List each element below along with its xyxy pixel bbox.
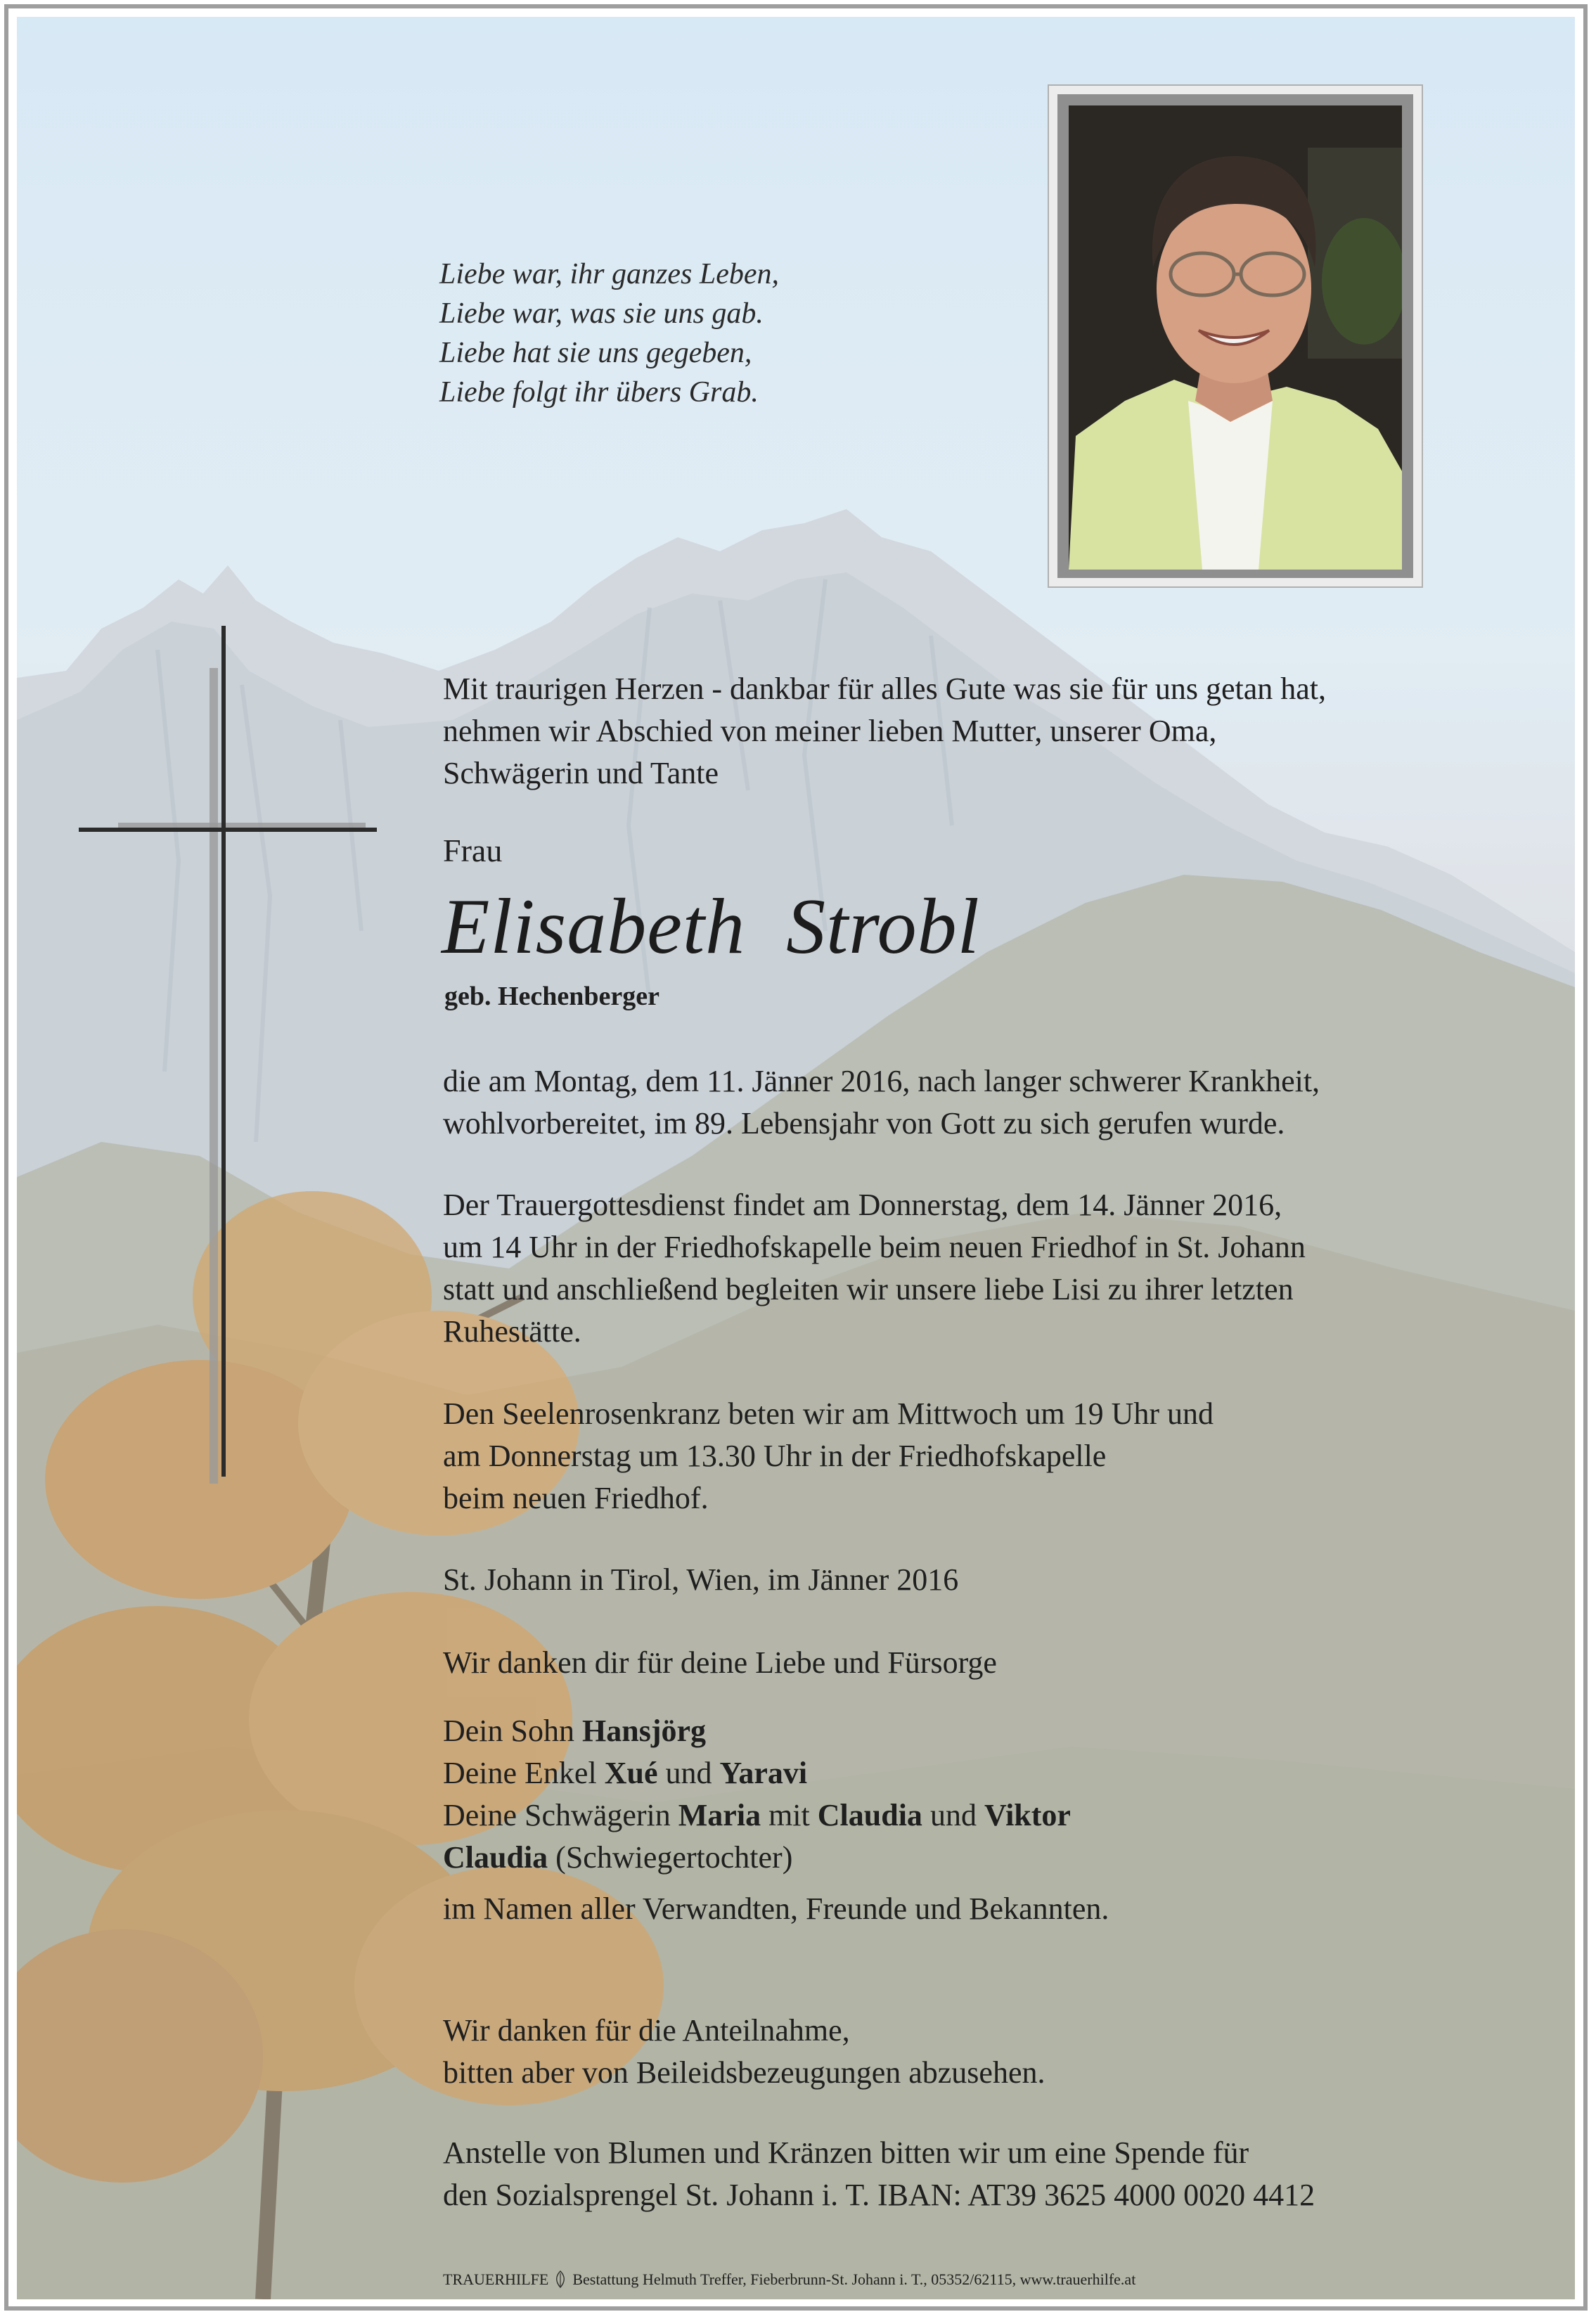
closing-line: im Namen aller Verwandten, Freunde und Bekannten.: [443, 1891, 1109, 1926]
mourner-name: Claudia: [817, 1798, 922, 1832]
death-paragraph: [443, 1060, 1320, 1145]
funeral-line: Der Trauergottesdienst findet am Donnerstag, dem 14. Jänner 2016,: [443, 1188, 1282, 1222]
funeral-line: um 14 Uhr in der Friedhofskapelle beim neuen Friedhof in St. Johann: [443, 1230, 1306, 1264]
mourner-sister-in-law: [443, 1794, 1071, 1837]
condolence-paragraph: [443, 2010, 1045, 2094]
mourner-son: [443, 1710, 1071, 1752]
mourner-conjunction: mit: [761, 1798, 818, 1832]
condolence-line: bitten aber von Beileidsbezeugungen abzusehen.: [443, 2055, 1045, 2090]
funeral-paragraph: [443, 1184, 1306, 1353]
mourner-name: Claudia: [443, 1840, 548, 1875]
donation-line: den Sozialsprengel St. Johann i. T. IBAN: AT39 3625 4000 0020 4412: [443, 2178, 1315, 2212]
death-line: wohlvorbereitet, im 89. Lebensjahr von Gott zu sich gerufen wurde.: [443, 1106, 1285, 1141]
mourner-label: Dein Sohn: [443, 1714, 582, 1748]
maiden-name: geb. Hechenberger: [444, 982, 660, 1011]
intro-line: Schwägerin und Tante: [443, 756, 719, 790]
mourner-name: Viktor: [984, 1798, 1071, 1832]
leaf-icon: [554, 2270, 567, 2289]
condolence-line: Wir danken für die Anteilnahme,: [443, 2013, 850, 2048]
mourner-name: Yaravi: [719, 1756, 808, 1790]
poem-line: Liebe war, ihr ganzes Leben,: [439, 258, 779, 290]
mourner-name: Hansjörg: [582, 1714, 706, 1748]
rosary-line: beim neuen Friedhof.: [443, 1481, 709, 1515]
thanks-line: Wir danken dir für deine Liebe und Fürsorge: [443, 1645, 997, 1680]
mourner-name: Xué: [604, 1756, 658, 1790]
intro-paragraph: [443, 668, 1326, 795]
funeral-line: statt und anschließend begleiten wir unsere liebe Lisi zu ihrer letzten: [443, 1272, 1294, 1306]
footer: [443, 2270, 1135, 2289]
cross-symbol: [76, 626, 385, 1487]
place-date: St. Johann in Tirol, Wien, im Jänner 2016: [443, 1562, 959, 1597]
mourner-label: Deine Enkel: [443, 1756, 605, 1790]
rosary-paragraph: [443, 1393, 1214, 1520]
footer-text: Bestattung Helmuth Treffer, Fieberbrunn-St. Johann i. T., 05352/62115, www.trauerhilfe.at: [572, 2270, 1136, 2288]
mourner-grandchildren: [443, 1752, 1071, 1794]
poem-line: Liebe hat sie uns gegeben,: [439, 337, 752, 369]
funeral-line: Ruhestätte.: [443, 1314, 581, 1349]
death-line: die am Montag, dem 11. Jänner 2016, nach langer schwerer Krankheit,: [443, 1064, 1320, 1098]
mourner-conjunction: und: [657, 1756, 720, 1790]
footer-brand: TRAUERHILFE: [443, 2270, 549, 2288]
portrait-photo: [1069, 105, 1402, 570]
intro-line: nehmen wir Abschied von meiner lieben Mutter, unserer Oma,: [443, 714, 1217, 748]
mourner-label: (Schwiegertochter): [548, 1840, 793, 1875]
memorial-poem: [439, 255, 779, 412]
mourner-conjunction: und: [922, 1798, 984, 1832]
salutation: Frau: [443, 833, 503, 868]
mourner-label: Deine Schwägerin: [443, 1798, 678, 1832]
rosary-line: am Donnerstag um 13.30 Uhr in der Friedhofskapelle: [443, 1439, 1107, 1473]
poem-line: Liebe war, was sie uns gab.: [439, 297, 764, 330]
mourners-list: [443, 1710, 1071, 1879]
mourner-name: Maria: [678, 1798, 761, 1832]
rosary-line: Den Seelenrosenkranz beten wir am Mittwoch um 19 Uhr und: [443, 1396, 1214, 1431]
mourner-daughter-in-law: [443, 1837, 1071, 1879]
poem-line: Liebe folgt ihr übers Grab.: [439, 376, 759, 409]
deceased-name: Elisabeth Strobl: [442, 883, 980, 970]
donation-line: Anstelle von Blumen und Kränzen bitten wir um eine Spende für: [443, 2135, 1249, 2170]
intro-line: Mit traurigen Herzen - dankbar für alles Gute was sie für uns getan hat,: [443, 672, 1326, 706]
donation-paragraph: [443, 2132, 1315, 2216]
